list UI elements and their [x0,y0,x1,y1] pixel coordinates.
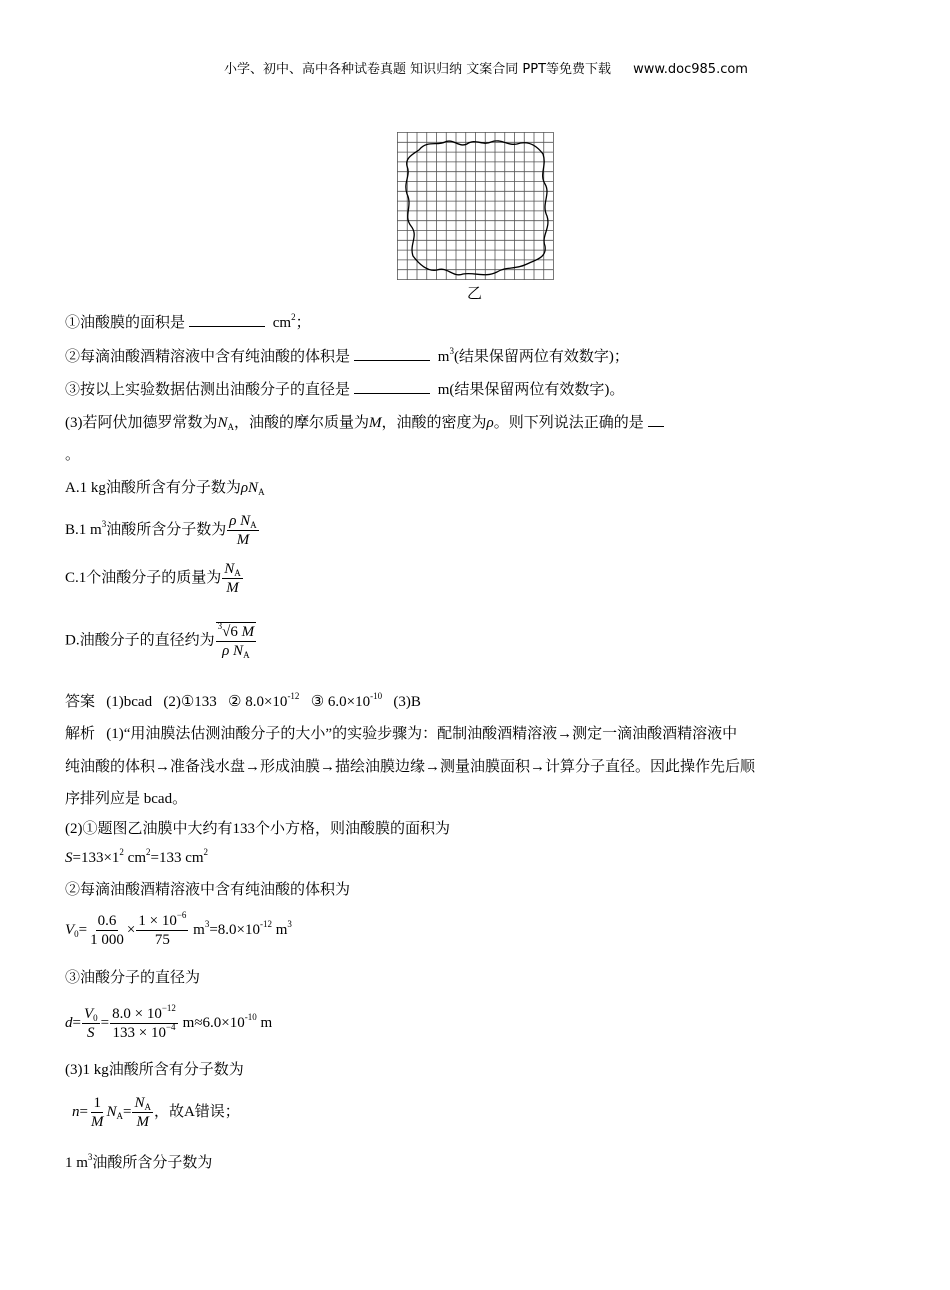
answer-blank[interactable] [648,412,664,427]
question-3: (3)若阿伏加德罗常数为$N_A$，油酸的摩尔质量为M，油酸的密度为ρ。则下列说法正确的是 [65,412,668,433]
question-2-1: ①油酸膜的面积是 $cm^2$； [65,312,311,331]
molecule-count-formula: n= $\frac{1}{M}$ $N_A=$ $\frac{N_A}{M}$ ，故A错误； [72,1095,240,1130]
analysis-line-8: ③油酸分子的直径为 [65,970,201,986]
analysis-line-3: 序排列应是 bcad。 [65,791,188,807]
option-c: C.1个油酸分子的质量为 $\frac{N_A}{M}$ [65,561,241,596]
answer-blank[interactable] [354,346,430,361]
diameter-formula: d= $\frac{V_0}{S}$ = $\frac{8.0 \times 10^{-12}}{133 \times 10^{-4}}$ $m\approx 6.0\times 10^{-10}$ m [65,1003,273,1041]
analysis-line-12: 1 $m^3$油酸所含分子数为 [65,1152,213,1171]
question-3-end: 。 [65,447,81,463]
answer-line: 答案 (1)bcad (2)①133 ② $8.0\times 10^{-12}$ ③ $6.0\times 10^{-10}$ (3)B [65,691,421,710]
question-2-2: ②每滴油酸酒精溶液中含有纯油酸的体积是 $m^3$(结果保留两位有效数字)； [65,346,629,365]
option-a: A.1 kg油酸所含有分子数为$\rho N_A$ [65,480,265,497]
oil-film-grid-figure [397,132,554,281]
analysis-line-1: 解析 (1)“用油膜法估测油酸分子的大小”的实验步骤为：配制油酸酒精溶液→测定一滴油酸酒精溶液中 [65,726,738,742]
oil-film-outline [406,141,548,275]
analysis-line-4: (2)①题图乙油膜中大约有133个小方格，则油酸膜的面积为 [65,821,450,837]
analysis-line-10: (3)1 kg油酸所含有分子数为 [65,1062,244,1078]
option-d: D.油酸分子的直径约为 $\frac{^3√6 M}{\rho N_A}$ [65,621,255,660]
header [0,58,950,77]
analysis-line-2: 纯油酸的体积→准备浅水盘→形成油膜→描绘油膜边缘→测量油膜面积→计算分子直径。因此操作先后顺 [65,759,756,775]
volume-formula: $V_0=$ $\frac{0.6}{1 000}$ × $\frac{1 \times 10^{-6}}{75}$ $m^3=8.0\times 10^{-12}$ $m^3$ [65,910,292,948]
option-b: B.1 $m^3$油酸所含分子数为 $\frac{\rho N_A}{M}$ [65,513,257,548]
header-text: 小学、初中、高中各种试卷真题 知识归纳 文案合同 PPT等免费下载 [224,62,612,77]
header-url[interactable]: www.doc985.com [633,62,748,77]
answer-blank[interactable] [189,312,265,327]
figure-caption: 乙 [467,286,483,302]
answer-blank[interactable] [354,379,430,394]
analysis-line-6: ②每滴油酸酒精溶液中含有纯油酸的体积为 [65,882,351,898]
area-formula: $S=133\times 1^2$ $cm^2=133$ $cm^2$ [65,847,209,866]
question-2-3: ③按以上实验数据估测出油酸分子的直径是 m(结果保留两位有效数字)。 [65,379,624,400]
